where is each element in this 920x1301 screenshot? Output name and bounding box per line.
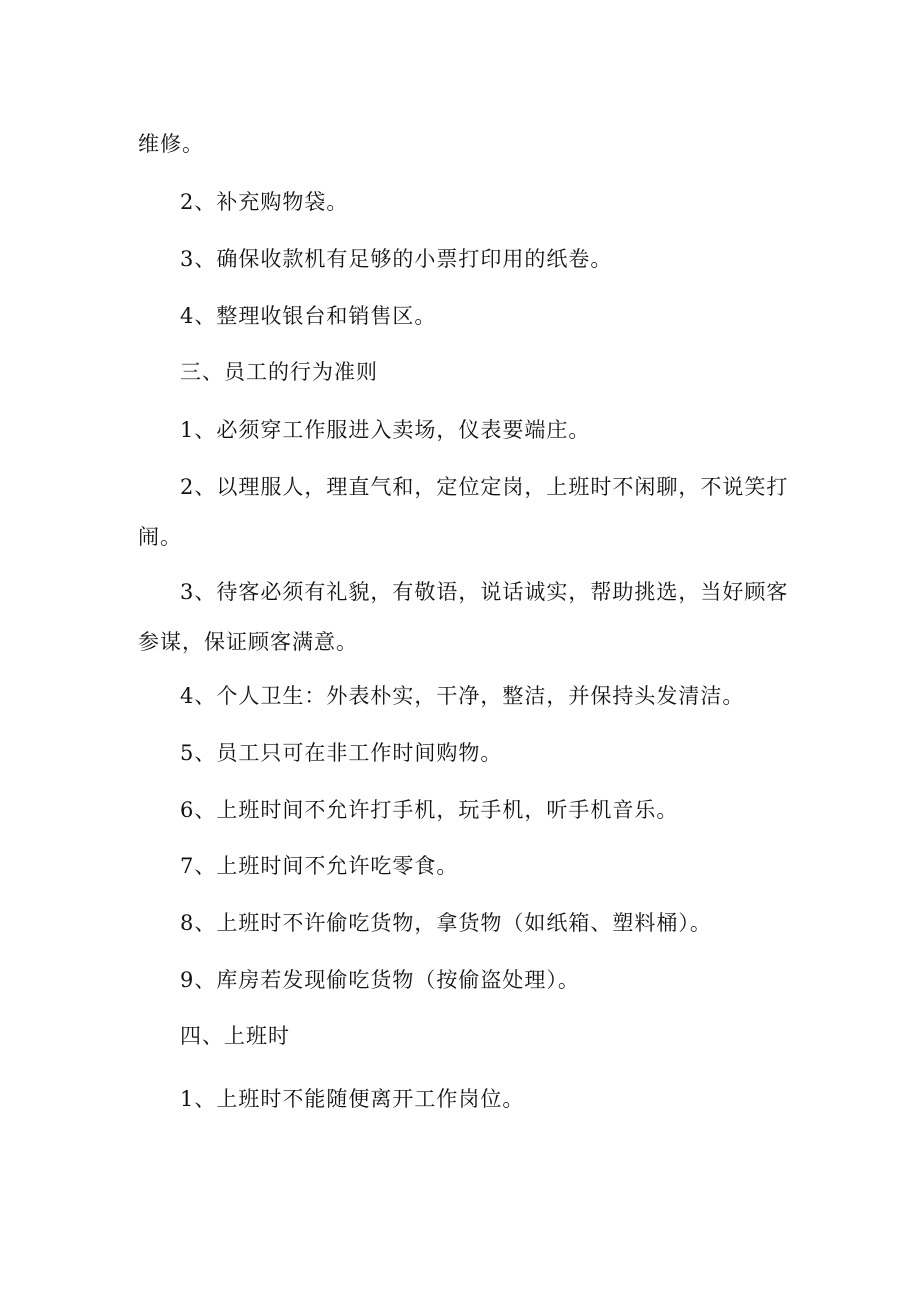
list-item — [138, 682, 784, 710]
paragraph-text: 2、补充购物袋。 — [180, 190, 349, 214]
list-item — [138, 909, 784, 937]
list-item — [138, 302, 784, 330]
paragraph-text: 3、待客必须有礼貌，有敬语，说话诚实，帮助挑选，当好顾客 — [180, 580, 789, 604]
paragraph-text: 1、上班时不能随便离开工作岗位。 — [180, 1087, 525, 1111]
list-item — [138, 966, 784, 994]
paragraph-text: 7、上班时间不允许吃零食。 — [180, 854, 459, 878]
list-item — [138, 796, 784, 824]
list-item — [138, 245, 784, 273]
paragraph-text: 6、上班时间不允许打手机，玩手机，听手机音乐。 — [180, 798, 679, 822]
list-item — [138, 739, 784, 767]
paragraph-text: 4、个人卫生：外表朴实，干净，整洁，并保持头发清洁。 — [180, 684, 745, 708]
paragraph-continuation — [138, 130, 784, 158]
heading-text: 三、员工的行为准则 — [180, 360, 378, 384]
list-item — [138, 1085, 784, 1113]
paragraph-text-continued: 闹。 — [138, 525, 182, 549]
paragraph-text-continued: 参谋，保证顾客满意。 — [138, 630, 358, 654]
paragraph-text: 2、以理服人，理直气和，定位定岗，上班时不闲聊，不说笑打 — [180, 475, 789, 499]
paragraph-text: 3、确保收款机有足够的小票打印用的纸卷。 — [180, 247, 613, 271]
paragraph-text: 1、必须穿工作服进入卖场，仪表要端庄。 — [180, 418, 591, 442]
paragraph-text: 4、整理收银台和销售区。 — [180, 304, 437, 328]
section-heading — [138, 358, 784, 386]
list-item — [138, 578, 789, 656]
paragraph-text: 5、员工只可在非工作时间购物。 — [180, 741, 503, 765]
heading-text: 四、上班时 — [180, 1024, 290, 1048]
list-item — [138, 416, 784, 444]
paragraph-text: 维修。 — [138, 132, 204, 156]
paragraph-text: 8、上班时不许偷吃货物，拿货物（如纸箱、塑料桶）。 — [180, 911, 712, 935]
list-item — [138, 852, 784, 880]
paragraph-text: 9、库房若发现偷吃货物（按偷盗处理）。 — [180, 968, 580, 992]
section-heading — [138, 1022, 784, 1050]
list-item — [138, 473, 789, 551]
list-item — [138, 188, 784, 216]
